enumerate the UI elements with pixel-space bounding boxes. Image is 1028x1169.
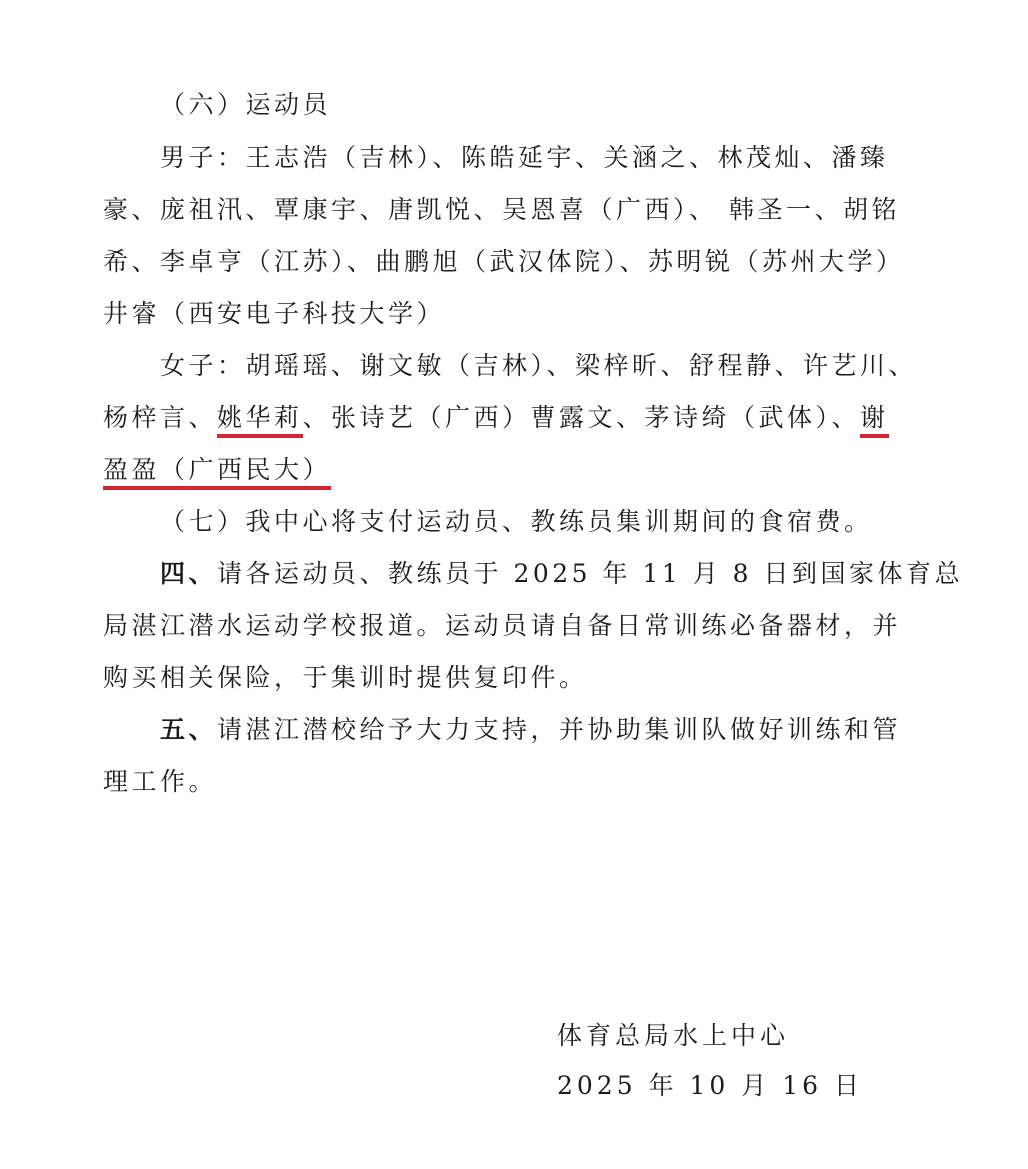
- section-five-line-1: [160, 713, 901, 747]
- section-four-number: 四、: [160, 559, 218, 588]
- men-line-1: 男子：王志浩（吉林）、陈皓延宇、关涵之、林茂灿、潘臻: [160, 143, 889, 172]
- highlighted-name-yao-huali: 姚华莉: [217, 403, 303, 438]
- highlighted-name-xie-start: 谢: [860, 403, 889, 438]
- men-line-2: 豪、庞祖汛、覃康宇、唐凯悦、吴恩喜（广西）、 韩圣一、胡铭: [103, 195, 900, 224]
- section-four-line-2: 局湛江潜水运动学校报道。运动员请自备日常训练必备器材，并: [103, 611, 902, 640]
- women-line-2: [103, 401, 889, 435]
- section-seven: （七）我中心将支付运动员、教练员集训期间的食宿费。: [160, 507, 873, 536]
- section-four-text-1: 请各运动员、教练员于 2025 年 11 月 8 日到国家体育总: [217, 559, 964, 588]
- section-five-line-2: 理工作。: [103, 767, 218, 796]
- section-four-line-1: [160, 557, 963, 591]
- men-line-4: 井睿（西安电子科技大学）: [103, 299, 446, 328]
- men-line-3: 希、李卓亨（江苏）、曲鹏旭（武汉体院）、苏明锐（苏州大学）: [103, 247, 905, 276]
- women-line-2-part-b: 、张诗艺（广西）曹露文、茅诗绮（武体）、: [302, 403, 861, 432]
- section-five-text-1: 请湛江潜校给予大力支持，并协助集训队做好训练和管: [217, 715, 902, 744]
- section-four-line-3: 购买相关保险，于集训时提供复印件。: [103, 663, 588, 692]
- women-line-1: 女子：胡瑶瑶、谢文敏（吉林）、梁梓昕、舒程静、许艺川、: [160, 351, 918, 380]
- athletes-heading: （六）运动员: [160, 90, 332, 119]
- signature-date: 2025 年 10 月 16 日: [557, 1071, 863, 1100]
- highlighted-name-xie-yingying: 盈盈（广西民大）: [103, 455, 331, 490]
- women-line-3: [103, 453, 331, 487]
- women-line-2-part-a: 杨梓言、: [103, 403, 218, 432]
- signature-organization: 体育总局水上中心: [557, 1021, 790, 1050]
- section-five-number: 五、: [160, 715, 218, 744]
